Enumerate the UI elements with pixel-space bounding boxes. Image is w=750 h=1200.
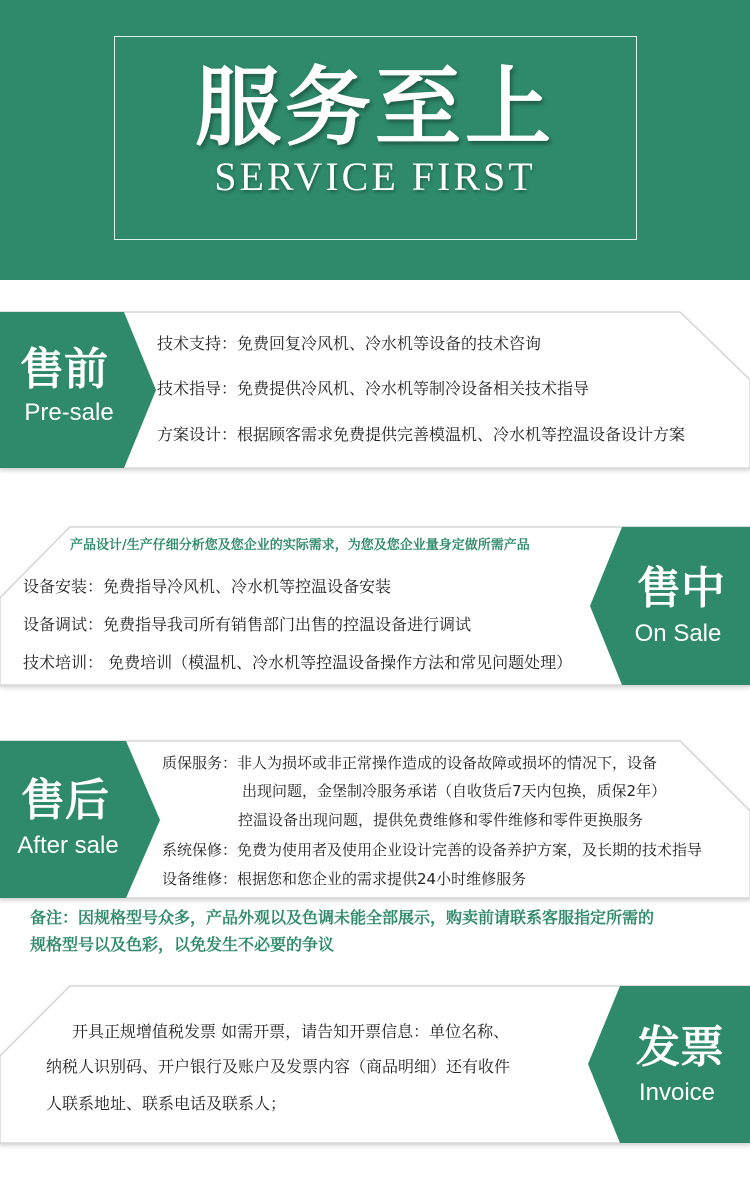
- aftersale-line-4: 系统保修：免费为使用者及使用企业设计完善的设备养护方案，及长期的技术指导: [162, 841, 703, 859]
- presale-tag-en: Pre-sale: [24, 399, 114, 426]
- note-line-1: 备注：因规格型号众多，产品外观以及色调未能全部展示，购卖前请联系客服指定所需的: [30, 908, 655, 927]
- aftersale-tag-en: After sale: [17, 832, 119, 859]
- aftersale-line-3: 控温设备出现问题，提供免费维修和零件维修和零件更换服务: [238, 811, 644, 829]
- aftersale-tag-cn: 售后: [21, 775, 109, 826]
- onsale-line-2: 设备调试：免费指导我司所有销售部门出售的控温设备进行调试: [23, 615, 472, 634]
- invoice-tag-en: Invoice: [638, 1079, 716, 1106]
- page-title: 服务至上: [195, 58, 555, 158]
- onsale-highlight: 产品设计/生产仔细分析您及您企业的实际需求，为您及您企业量身定做所需产品: [70, 538, 530, 553]
- invoice-line-3: 人联系地址、联系电话及联系人；: [46, 1094, 287, 1113]
- onsale-line-1: 设备安装：免费指导冷风机、冷水机等控温设备安装: [23, 577, 392, 596]
- aftersale-line-2: 出现问题，金堡制冷服务承诺（自收货后7天内包换，质保2年）: [242, 782, 667, 800]
- presale-line-1: 技术支持：免费回复冷风机、冷水机等设备的技术咨询: [157, 334, 542, 353]
- note-line-2: 规格型号以及色彩，以免发生不必要的争议: [30, 935, 335, 954]
- invoice-line-1: 开具正规增值税发票 如需开票，请告知开票信息：单位名称、: [72, 1022, 510, 1041]
- page-subtitle: SERVICE FIRST: [214, 154, 536, 199]
- presale-line-2: 技术指导：免费提供冷风机、冷水机等制冷设备相关技术指导: [157, 379, 590, 398]
- aftersale-line-5: 设备维修：根据您和您企业的需求提供24小时维修服务: [162, 870, 527, 888]
- invoice-line-2: 纳税人识别码、开户银行及账户及发票内容（商品明细）还有收件: [46, 1057, 511, 1076]
- onsale-line-3: 技术培训： 免费培训（模温机、冷水机等控温设备操作方法和常见问题处理）: [23, 653, 573, 672]
- aftersale-line-1: 质保服务：非人为损坏或非正常操作造成的设备故障或损坏的情况下，设备: [162, 754, 658, 772]
- presale-tag-cn: 售前: [20, 344, 108, 395]
- onsale-tag-cn: 售中: [637, 563, 725, 614]
- presale-line-3: 方案设计：根据顾客需求免费提供完善模温机、冷水机等控温设备设计方案: [157, 425, 686, 444]
- onsale-tag-en: On Sale: [634, 620, 722, 647]
- invoice-tag-cn: 发票: [636, 1022, 724, 1073]
